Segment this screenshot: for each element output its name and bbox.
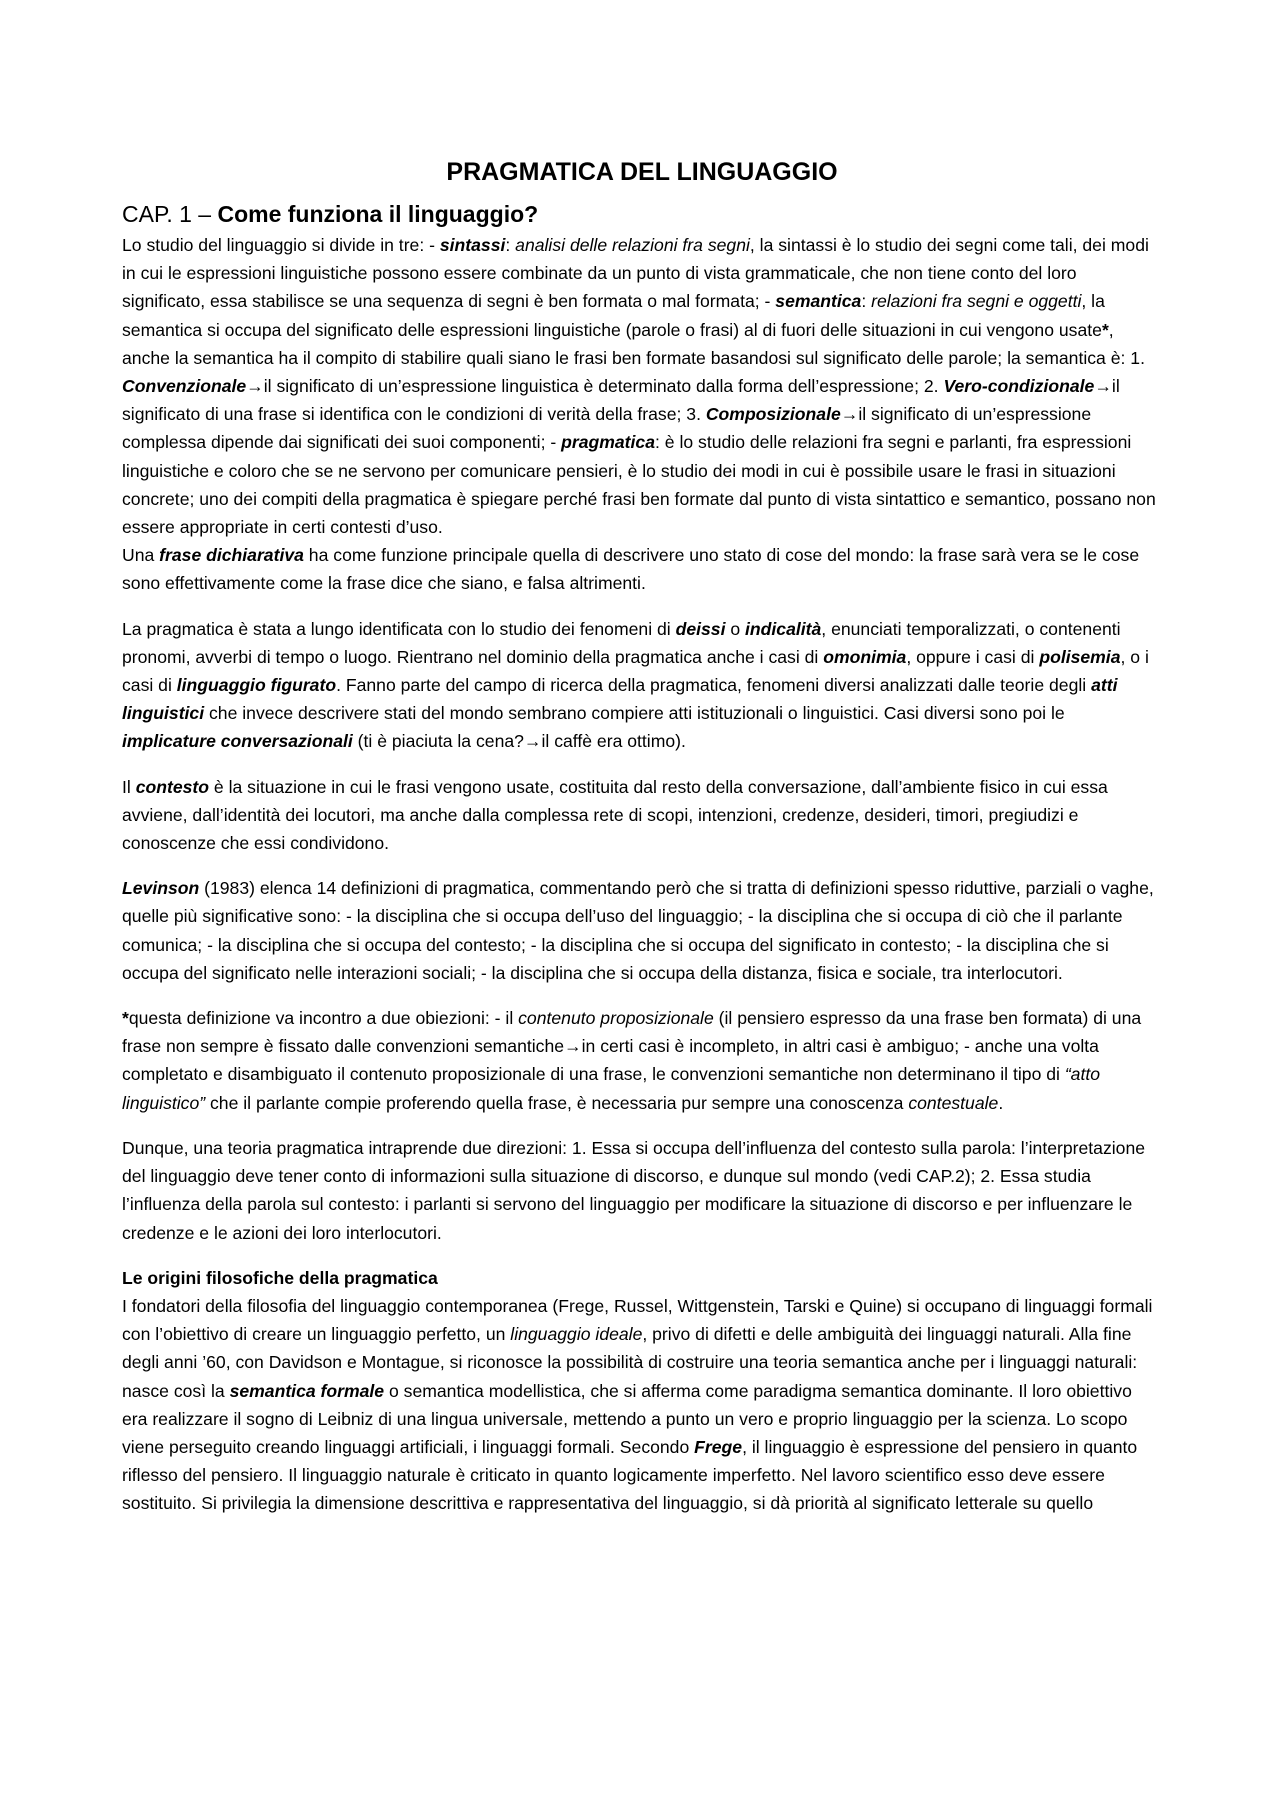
text-run: il caffè era ottimo). bbox=[541, 731, 686, 752]
term-convenzionale: Convenzionale bbox=[122, 376, 247, 397]
text-run: , la sintassi è lo studio dei segni come tali, dei modi in cui le espressioni linguistiche possono essere combinate da un punto di vista grammaticale, che non tiene conto del loro significato, essa stabilisce se una sequenza di segni è ben formata o mal formata; - bbox=[122, 235, 1149, 312]
text-run: , privo di difetti e delle ambiguità dei linguaggi naturali. Alla fine degli anni ’60, con Davidson e Montague, si riconosce la possibilità di costruire una teoria semantica anche per i linguaggi naturali: nasce così la bbox=[122, 1324, 1138, 1401]
paragraph-deissi bbox=[122, 615, 1162, 756]
text-run: che il parlante compie proferendo quella frase, è necessaria pur sempre una conoscenza bbox=[205, 1092, 909, 1113]
term-composizionale: Composizionale bbox=[705, 404, 841, 425]
text-run: Lo studio del linguaggio si divide in tre: - bbox=[122, 235, 440, 255]
text-run: : bbox=[861, 291, 872, 312]
text-run: (il pensiero espresso da una frase ben formata) di una frase non sempre è fissato dalle convenzioni semantiche bbox=[122, 1008, 1142, 1057]
paragraph-contesto bbox=[122, 773, 1162, 858]
chapter-prefix: CAP. 1 – bbox=[122, 201, 218, 227]
text-run: . Fanno parte del campo di ricerca della pragmatica, fenomeni diversi analizzati dalle teorie degli bbox=[336, 675, 1092, 696]
text-run: , enunciati temporalizzati, o contenenti pronomi, avverbi di tempo o luogo. Rientrano nel dominio della pragmatica anche i casi di bbox=[122, 618, 1121, 667]
text-run: il significato di un’espressione complessa dipende dai significati dei suoi componenti; - bbox=[122, 404, 1092, 453]
text-run: ha come funzione principale quella di descrivere uno stato di cose del mondo: la frase sarà vera se le cose sono effettivamente come la frase dice che siano, e falsa altrimenti. bbox=[122, 545, 1140, 594]
term-vero-condizionale: Vero-condizionale bbox=[943, 376, 1095, 397]
term-sintassi: sintassi bbox=[439, 235, 506, 255]
definition-sintassi: analisi delle relazioni fra segni bbox=[515, 235, 750, 255]
text-run: , o i casi di bbox=[122, 646, 1149, 696]
text-run: La pragmatica è stata a lungo identificata con lo studio dei fenomeni di bbox=[122, 618, 676, 639]
right-arrow-icon: → bbox=[246, 376, 264, 397]
text-run: I fondatori della filosofia del linguaggio contemporanea (Frege, Russel, Wittgenstein, Tarski e Quine) si occupano di linguaggi formali con l’obiettivo di creare un linguaggio perfetto, un bbox=[122, 1295, 1153, 1345]
chapter-heading bbox=[122, 197, 1162, 231]
text-run: o semantica modellistica, che si afferma come paradigma semantica dominante. Il loro obiettivo era realizzare il sogno di Leibniz di una lingua universale, mettendo a punto un vero e proprio linguaggio per la scienza. Lo scopo viene perseguito creando linguaggi artificiali, i linguaggi formali. Secondo bbox=[122, 1380, 1132, 1457]
text-run: . bbox=[998, 1092, 1004, 1113]
term-atto-linguistico: “atto linguistico” bbox=[122, 1064, 1101, 1113]
text-run: o bbox=[725, 618, 746, 639]
text-run: il significato di una frase si identifica con le condizioni di verità della frase; 3. bbox=[122, 376, 1120, 425]
paragraph-linguistic-divisions bbox=[122, 231, 1162, 541]
term-levinson: Levinson bbox=[122, 878, 200, 899]
text-run: , la semantica si occupa del significato delle espressioni linguistiche (parole o frasi) al di fuori delle situazioni in cui vengono usate bbox=[122, 291, 1105, 340]
text-run: (1983) elenca 14 definizioni di pragmatica, commentando però che si tratta di definizioni spesso riduttive, parziali o vaghe, quelle più significative sono: - la disciplina che si occupa dell’uso del linguaggio; - la disciplina che si occupa di ciò che il parlante comunica; - la disciplina che si occupa del contesto; - la disciplina che si occupa del significato in contesto; - la disciplina che si occupa del significato nelle interazioni sociali; - la disciplina che si occupa della distanza, fisica e sociale, tra interlocutori. bbox=[122, 878, 1154, 983]
text-run: Una bbox=[122, 545, 160, 566]
text-run: (ti è piaciuta la cena? bbox=[352, 731, 524, 752]
text-run: il significato di un’espressione linguistica è determinato dalla forma dell’espressione; 2. bbox=[263, 376, 944, 397]
right-arrow-icon: → bbox=[840, 404, 859, 425]
definition-semantica: relazioni fra segni e oggetti bbox=[871, 291, 1082, 312]
text-run: che invece descrivere stati del mondo sembrano compiere atti istituzionali o linguistici. Casi diversi sono poi le bbox=[204, 703, 1065, 724]
term-linguaggio-ideale: linguaggio ideale bbox=[510, 1324, 643, 1345]
right-arrow-icon: → bbox=[1094, 376, 1112, 397]
right-arrow-icon: → bbox=[564, 1036, 582, 1057]
term-frege: Frege bbox=[694, 1436, 743, 1457]
paragraph-frase-dichiarativa bbox=[122, 541, 1162, 597]
document-title: PRAGMATICA DEL LINGUAGGIO bbox=[446, 158, 838, 186]
paragraph-origins bbox=[122, 1292, 1162, 1518]
footnote-asterisk: * bbox=[1101, 319, 1109, 340]
term-contestuale: contestuale bbox=[908, 1092, 999, 1113]
term-implicature-conversazionali: implicature conversazionali bbox=[122, 731, 353, 752]
text-run: , oppure i casi di bbox=[906, 646, 1040, 667]
text-run: Dunque, una teoria pragmatica intraprende due direzioni: 1. Essa si occupa dell’influenza del contesto sulla parola: l’interpretazione del linguaggio deve tener conto di informazioni sulla situazione di discorso, e dunque sul mondo (vedi CAP.2); 2. Essa studia l’influenza della parola sul contesto: i parlanti si servono del linguaggio per modificare la situazione di discorso e per influenzare le credenze e le azioni dei loro interlocutori. bbox=[122, 1137, 1146, 1243]
term-contenuto-proposizionale: contenuto proposizionale bbox=[518, 1008, 714, 1029]
term-semantica: semantica bbox=[775, 291, 862, 312]
term-contesto: contesto bbox=[135, 776, 210, 797]
text-run: , anche la semantica ha il compito di stabilire quali siano le frasi ben formate basandosi sul significato delle parole; la semantica è: 1. bbox=[122, 319, 1145, 368]
term-frase-dichiarativa: frase dichiarativa bbox=[159, 545, 304, 566]
text-run: Il bbox=[122, 776, 136, 797]
text-run: è la situazione in cui le frasi vengono usate, costituita dal resto della conversazione, dall’ambiente fisico in cui essa avviene, dall’identità dei locutori, ma anche dalla complessa rete di scopi, intenzioni, credenze, desideri, timori, pregiudizi e conoscenze che essi condividono. bbox=[122, 776, 1108, 854]
section-heading: Le origini filosofiche della pragmatica bbox=[122, 1267, 438, 1288]
term-omonimia: omonimia bbox=[823, 646, 907, 667]
paragraph-footnote bbox=[122, 1004, 1162, 1117]
paragraph-directions bbox=[122, 1134, 1162, 1247]
term-indicalita: indicalità bbox=[745, 618, 822, 639]
paragraph-levinson bbox=[122, 874, 1162, 987]
right-arrow-icon: → bbox=[523, 731, 542, 752]
text-run: , il linguaggio è espressione del pensiero in quanto riflesso del pensiero. Il linguaggio naturale è criticato in quanto logicamente imperfetto. Nel lavoro scientifico esso deve essere sostituito. Si privilegia la dimensione descrittiva e rappresentativa del linguaggio, si dà priorità al significato letterale su quello bbox=[122, 1436, 1138, 1514]
term-atti-linguistici: atti linguistici bbox=[122, 675, 1118, 724]
term-linguaggio-figurato: linguaggio figurato bbox=[176, 675, 337, 696]
footnote-asterisk: * bbox=[122, 1008, 129, 1029]
text-run: in certi casi è incompleto, in altri casi è ambiguo; - anche una volta completato e disambiguato il contenuto proposizionale di una frase, le convenzioni semantiche non determinano il tipo di bbox=[122, 1036, 1099, 1085]
term-semantica-formale: semantica formale bbox=[229, 1380, 385, 1401]
term-deissi: deissi bbox=[675, 618, 726, 639]
chapter-title: Come funziona il linguaggio? bbox=[217, 201, 539, 227]
term-polisemia: polisemia bbox=[1039, 646, 1121, 667]
text-run: : è lo studio delle relazioni fra segni e parlanti, fra espressioni linguistiche e coloro che se ne servono per comunicare pensieri, è lo studio dei modi in cui è possibile usare le frasi in situazioni concrete; uno dei compiti della pragmatica è spiegare perché frasi ben formate dal punto di vista sintattico e semantico, possano non essere appropriate in certi contesti d’uso. bbox=[122, 432, 1156, 538]
term-pragmatica: pragmatica bbox=[561, 432, 655, 453]
text-run: questa definizione va incontro a due obiezioni: - il bbox=[128, 1008, 519, 1029]
text-run: : bbox=[505, 235, 516, 255]
